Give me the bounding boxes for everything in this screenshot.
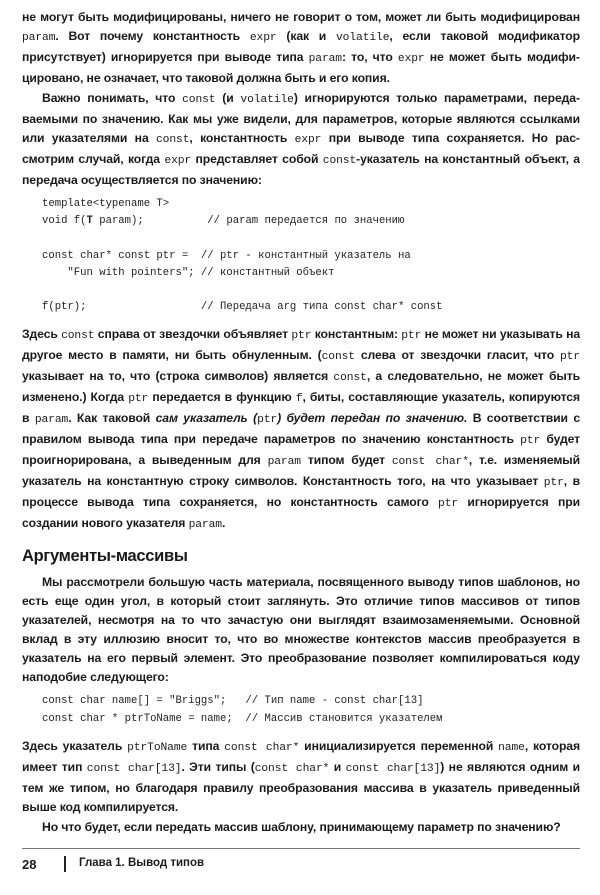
paragraph-5: Здесь указатель ptrToName типа const char* инициализируется переменной name, которая имеет тип const char[13]. Эти типы (const char* и const char[13]) не являются одним и тем же типом, но благодаря правилу преобразования массива в указатель приведенный выше код компилируется. [22,738,581,814]
chapter-title: Глава 1. Вывод типов [79,857,205,869]
paragraph-1: не могут быть модифицированы, ничего не говорит о том, может ли быть модифицирован param. Вот почему константность expr (как и volatile, если таковой модификатор присутствует) игнорируется при выводе типа param: то, что expr не может быть модифицировано, не означает, что таковой должна быть и его копия. [22,10,580,85]
page-footer [22,848,580,877]
code-block-2: const char name[] = "Briggs"; // Тип name - const char[13] const char * ptrToName = name; // Массив становится указателем [42,695,443,725]
footer-separator [64,856,66,872]
paragraph-2: Важно понимать, что const (и volatile) игнорируются только параметрами, передаваемыми по значению. Как мы уже видели, для параметров, которые являются ссылками или указателями на const, константность expr при выводе типа сохраняется. Но рассмотрим случай, когда expr представляет собой const-указатель на константный объект, а передача осуществляется по значению: [22,91,581,187]
page-number: 28 [22,857,37,872]
section-heading: Аргументы-массивы [22,547,188,566]
paragraph-6: Но что будет, если передать массив шаблону, принимающему параметр по значению? [42,819,561,834]
code-block-1: template<typename T> void f(T param); // param передается по значению const char* const ptr = // ptr - константный указатель на "Fun with pointers"; // константный объект f(ptr); // Передача arg типа const char* const [42,198,443,314]
page-body [22,8,580,837]
paragraph-4: Мы рассмотрели большую часть материала, посвященного выводу типов шаблонов, но есть еще один угол, в который стоит заглянуть. Это отличие типов массивов от типов указателей, несмотря на то что зачастую они выглядят взаимозаменяемыми. Основной вклад в эту иллюзию вносит то, что во множестве контекстов массив преобразуется в указатель на его первый элемент. Это преобразование позволяет компилироваться коду наподобие следующего: [22,575,580,685]
paragraph-3: Здесь const справа от звездочки объявляет ptr константным: ptr не может ни указывать на другое место в памяти, ни быть обнуленным. (const слева от звездочки гласит, что ptr указывает на то, что (строка символов) является const, а следовательно, не может быть изменено.) Когда ptr передается в функцию f, биты, составляющие указатель, копируются в param. Как таковой сам указатель (ptr) будет передан по значению. В соответствии с правилом вывода типа при передаче параметров по значению константность ptr будет проигнорирована, а выведенным для param типом будет const char*, т.е. изменяемый указатель на константную строку символов. Константность того, на что указывает ptr, в процессе вывода типа сохраняется, но константность самого ptr игнорируется при создании нового указателя param. [22,327,581,532]
